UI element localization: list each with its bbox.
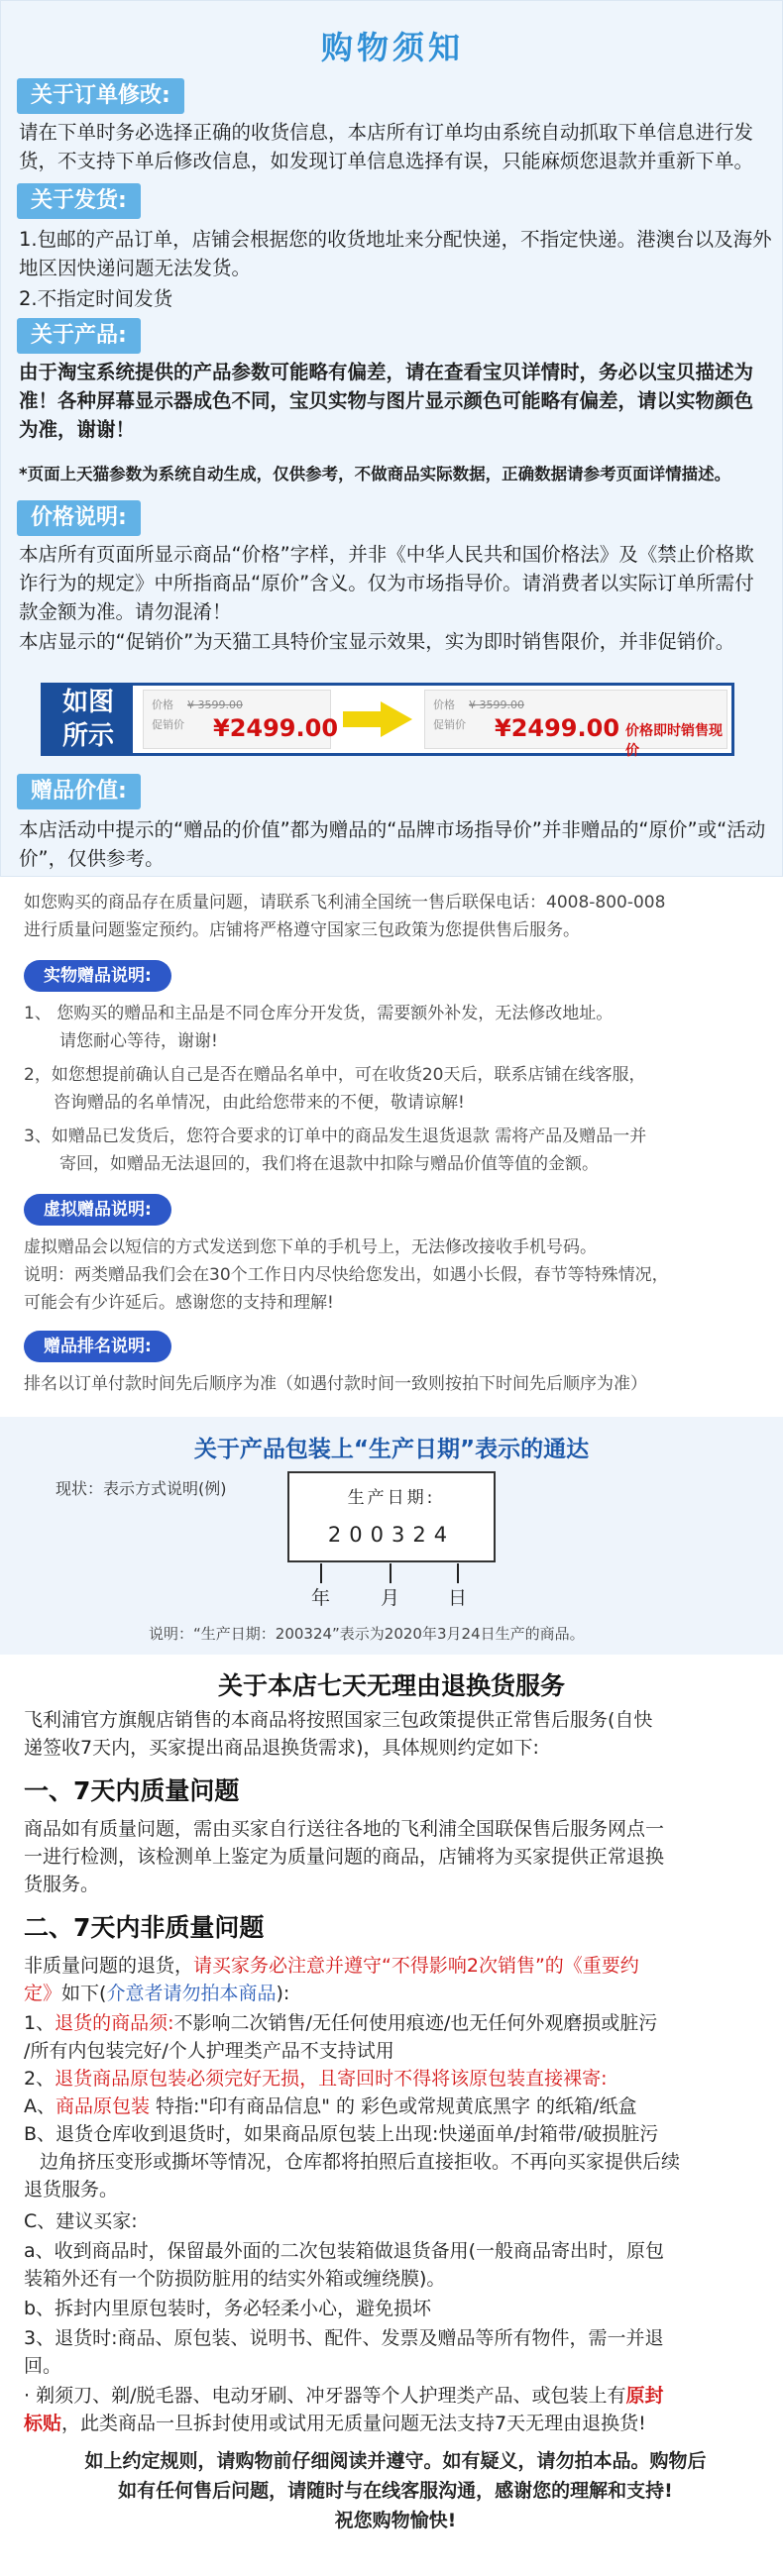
- rule-2c-heading: C、建议买家:: [24, 2210, 138, 2232]
- virtual-gift-1: 虚拟赠品会以短信的方式发送到您下单的手机号上，无法修改接收手机号码。: [24, 1237, 597, 1257]
- footer-line-1: 如上约定规则，请购物前仔细阅读并遵守。如有疑义，请勿拍本品。购物后: [84, 2450, 707, 2472]
- return-policy-title: 关于本店七天无理由退换货服务: [217, 1671, 565, 1700]
- rule-2a-line: A、商品原包装 特指:"印有商品信息" 的 彩色或常规黄底黑字 的纸箱/纸盒: [24, 2095, 637, 2117]
- arrow-right-icon: [343, 701, 412, 737]
- footer-line-3: 祝您购物愉快!: [334, 2510, 457, 2531]
- production-date-box: [287, 1471, 496, 1562]
- personal-care-line-2: 标贴，此类商品一旦拆封使用或试用无质量问题无法支持7天无理由退换货!: [24, 2413, 646, 2434]
- rule-2-line: 2、退货商品原包装必须完好无损，且寄回时不得将该原包装直接裸寄:: [24, 2068, 608, 2090]
- return-intro-2: 递签收7天内，买家提出商品退换货需求)，具体规则约定如下:: [24, 1737, 539, 1759]
- personal-care-line-1: · 剃须刀、剃/脱毛器、电动牙刷、冲牙器等个人护理类产品、或包装上有原封: [24, 2385, 664, 2407]
- gift-section: [0, 877, 783, 1417]
- shipping-text-2: 2.不指定时间发货: [19, 287, 173, 310]
- product-text: 由于淘宝系统提供的产品参数可能略有偏差，请在查看宝贝详情时，务必以宝贝描述为准！各种屏幕显示器成色不同，宝贝实物与图片显示颜色可能略有偏差，请以实物颜色为准，谢谢！: [19, 361, 754, 441]
- physical-gift-1a: 1、 您购买的赠品和主品是不同仓库分开发货，需要额外补发，无法修改地址。: [24, 1004, 614, 1023]
- rule-2c-b: b、拆封内里原包装时，务必轻柔小心，避免损坏: [24, 2298, 432, 2319]
- price-demo-banner: [41, 683, 734, 759]
- rule-3-line-1: 3、退货时:商品、原包装、说明书、配件、发票及赠品等所有物件，需一并退: [24, 2327, 664, 2349]
- rule-1-line-1: 1、退货的商品须:不影响二次销售/无任何使用痕迹/也无任何外观磨损或脏污: [24, 2012, 658, 2034]
- production-date-note: 说明：“生产日期：200324”表示为2020年3月24日生产的商品。: [149, 1625, 585, 1643]
- day-label: 日: [448, 1587, 468, 1609]
- virtual-gift-2: 说明：两类赠品我们会在30个工作日内尽快给您发出，如遇小长假，春节等特殊情况，: [24, 1265, 669, 1285]
- rule-2b-line-2: 边角挤压变形或撕坏等情况，仓库都将拍照后直接拒收。不再向买家提供后续: [40, 2151, 681, 2173]
- physical-gift-2a: 2，如您想提前确认自己是否在赠品名单中，可在收货20天后，联系店铺在线客服，: [24, 1065, 646, 1085]
- year-label: 年: [311, 1587, 331, 1609]
- price-text-1: 本店所有页面所显示商品“价格”字样，并非《中华人民共和国价格法》及《禁止价格欺诈行为的规定》中所指商品“原价”含义。仅为市场指导价。请消费者以实际订单所需付款金额为准。请勿混淆！: [19, 543, 754, 623]
- date-pointer-lines: [287, 1563, 496, 1585]
- notice-title: 购物须知: [320, 29, 464, 66]
- rule-2c-a-1: a、收到商品时，保留最外面的二次包装箱做退货备用(一般商品寄出时，原包: [24, 2240, 665, 2262]
- non-quality-line-2: 定》如下(介意者请勿拍本商品):: [24, 1983, 290, 2004]
- gift-ranking-pill: 赠品排名说明:: [24, 1331, 171, 1362]
- shipping-tag: 关于发货:: [17, 183, 141, 219]
- quality-issue-2: 一进行检测，该检测单上鉴定为质量问题的商品，店铺将为买家提供正常退换: [24, 1846, 665, 1868]
- non-quality-heading: 二、7天内非质量问题: [24, 1913, 265, 1942]
- price-text-2: 本店显示的“促销价”为天猫工具特价宝显示效果，实为即时销售限价，并非促销价。: [19, 630, 735, 653]
- virtual-gift-3: 可能会有少许延后。感谢您的支持和理解!: [24, 1293, 334, 1313]
- production-date-explain: 现状：表示方式说明(例): [56, 1479, 227, 1498]
- production-date-title: 关于产品包装上“生产日期”表示的通达: [193, 1437, 590, 1462]
- quality-issue-heading: 一、7天内质量问题: [24, 1776, 240, 1805]
- return-policy-section: [0, 1655, 783, 2576]
- quality-issue-3: 货服务。: [24, 1874, 100, 1895]
- product-tag: 关于产品:: [17, 318, 141, 354]
- physical-gift-1b: 请您耐心等待，谢谢!: [59, 1031, 218, 1051]
- demo-sale-price: ¥2499.00: [213, 714, 339, 742]
- date-box-label: 生产日期:: [347, 1488, 436, 1508]
- non-quality-line-1: 非质量问题的退货，请买家务必注意并遵守“不得影响2次销售”的《重要约: [24, 1955, 639, 1977]
- gift-intro-1: 如您购买的商品存在质量问题，请联系飞利浦全国统一售后联保电话：4008-800-008: [24, 893, 666, 912]
- return-intro-1: 飞利浦官方旗舰店销售的本商品将按照国家三包政策提供正常售后服务(自快: [24, 1709, 653, 1731]
- product-note: *页面上天猫参数为系统自动生成，仅供参考，不做商品实际数据，正确数据请参考页面详情描述。: [19, 465, 731, 483]
- order-modification-tag: 关于订单修改:: [17, 78, 184, 114]
- physical-gift-pill: 实物赠品说明:: [24, 960, 171, 992]
- month-label: 月: [381, 1587, 400, 1609]
- rule-2b-line-1: B、退货仓库收到退货时，如果商品原包装上出现:快递面单/封箱带/破损脏污: [24, 2123, 659, 2145]
- shopping-notice-section: [0, 0, 783, 877]
- gift-value-tag: 赠品价值:: [17, 774, 141, 809]
- demo-after-box: 价格 ¥ 3599.00 促销价 ¥2499.00 价格即时销售现价: [424, 690, 727, 749]
- rule-3-line-2: 回。: [24, 2355, 62, 2377]
- quality-issue-1: 商品如有质量问题，需由买家自行送往各地的飞利浦全国联保售后服务网点一: [24, 1818, 665, 1840]
- physical-gift-2b: 咨询赠品的名单情况，由此给您带来的不便，敬请谅解!: [54, 1093, 465, 1113]
- virtual-gift-pill: 虚拟赠品说明:: [24, 1194, 171, 1226]
- demo-label: 如图 所示: [44, 686, 133, 753]
- date-box-value: 200324: [327, 1523, 456, 1547]
- demo-note: 价格即时销售现价: [625, 723, 723, 759]
- shipping-text-1: 1.包邮的产品订单，店铺会根据您的收货地址来分配快递，不指定快递。港澳台以及海外地区因快递问题无法发货。: [19, 228, 772, 279]
- gift-intro-2: 进行质量问题鉴定预约。店铺将严格遵守国家三包政策为您提供售后服务。: [24, 920, 580, 940]
- demo-before-box: 价格 ¥ 3599.00 促销价 ¥2499.00: [143, 690, 331, 749]
- gift-ranking-text: 排名以订单付款时间先后顺序为准（如遇付款时间一致则按拍下时间先后顺序为准）: [24, 1374, 647, 1394]
- price-tag: 价格说明:: [17, 500, 141, 536]
- physical-gift-3a: 3、如赠品已发货后，您符合要求的订单中的商品发生退货退款 需将产品及赠品一并: [24, 1127, 647, 1146]
- gift-value-text: 本店活动中提示的“赠品的价值”都为赠品的“品牌市场指导价”并非赠品的“原价”或“活动价”，仅供参考。: [19, 818, 766, 870]
- rule-2c-a-2: 装箱外还有一个防损防脏用的结实外箱或缠绕膜)。: [24, 2268, 446, 2290]
- footer-line-2: 如有任何售后问题，请随时与在线客服沟通，感谢您的理解和支持!: [118, 2480, 673, 2502]
- production-date-section: [0, 1417, 783, 1655]
- physical-gift-3b: 寄回，如赠品无法退回的，我们将在退款中扣除与赠品价值等值的金额。: [59, 1154, 599, 1174]
- order-modification-text: 请在下单时务必选择正确的收货信息，本店所有订单均由系统自动抓取下单信息进行发货，不支持下单后修改信息，如发现订单信息选择有误，只能麻烦您退款并重新下单。: [19, 121, 754, 172]
- rule-2b-line-3: 退货服务。: [24, 2179, 119, 2200]
- rule-1-line-2: /所有内包装完好/个人护理类产品不支持试用: [24, 2040, 394, 2062]
- demo-sale-price-2: ¥2499.00: [495, 714, 620, 742]
